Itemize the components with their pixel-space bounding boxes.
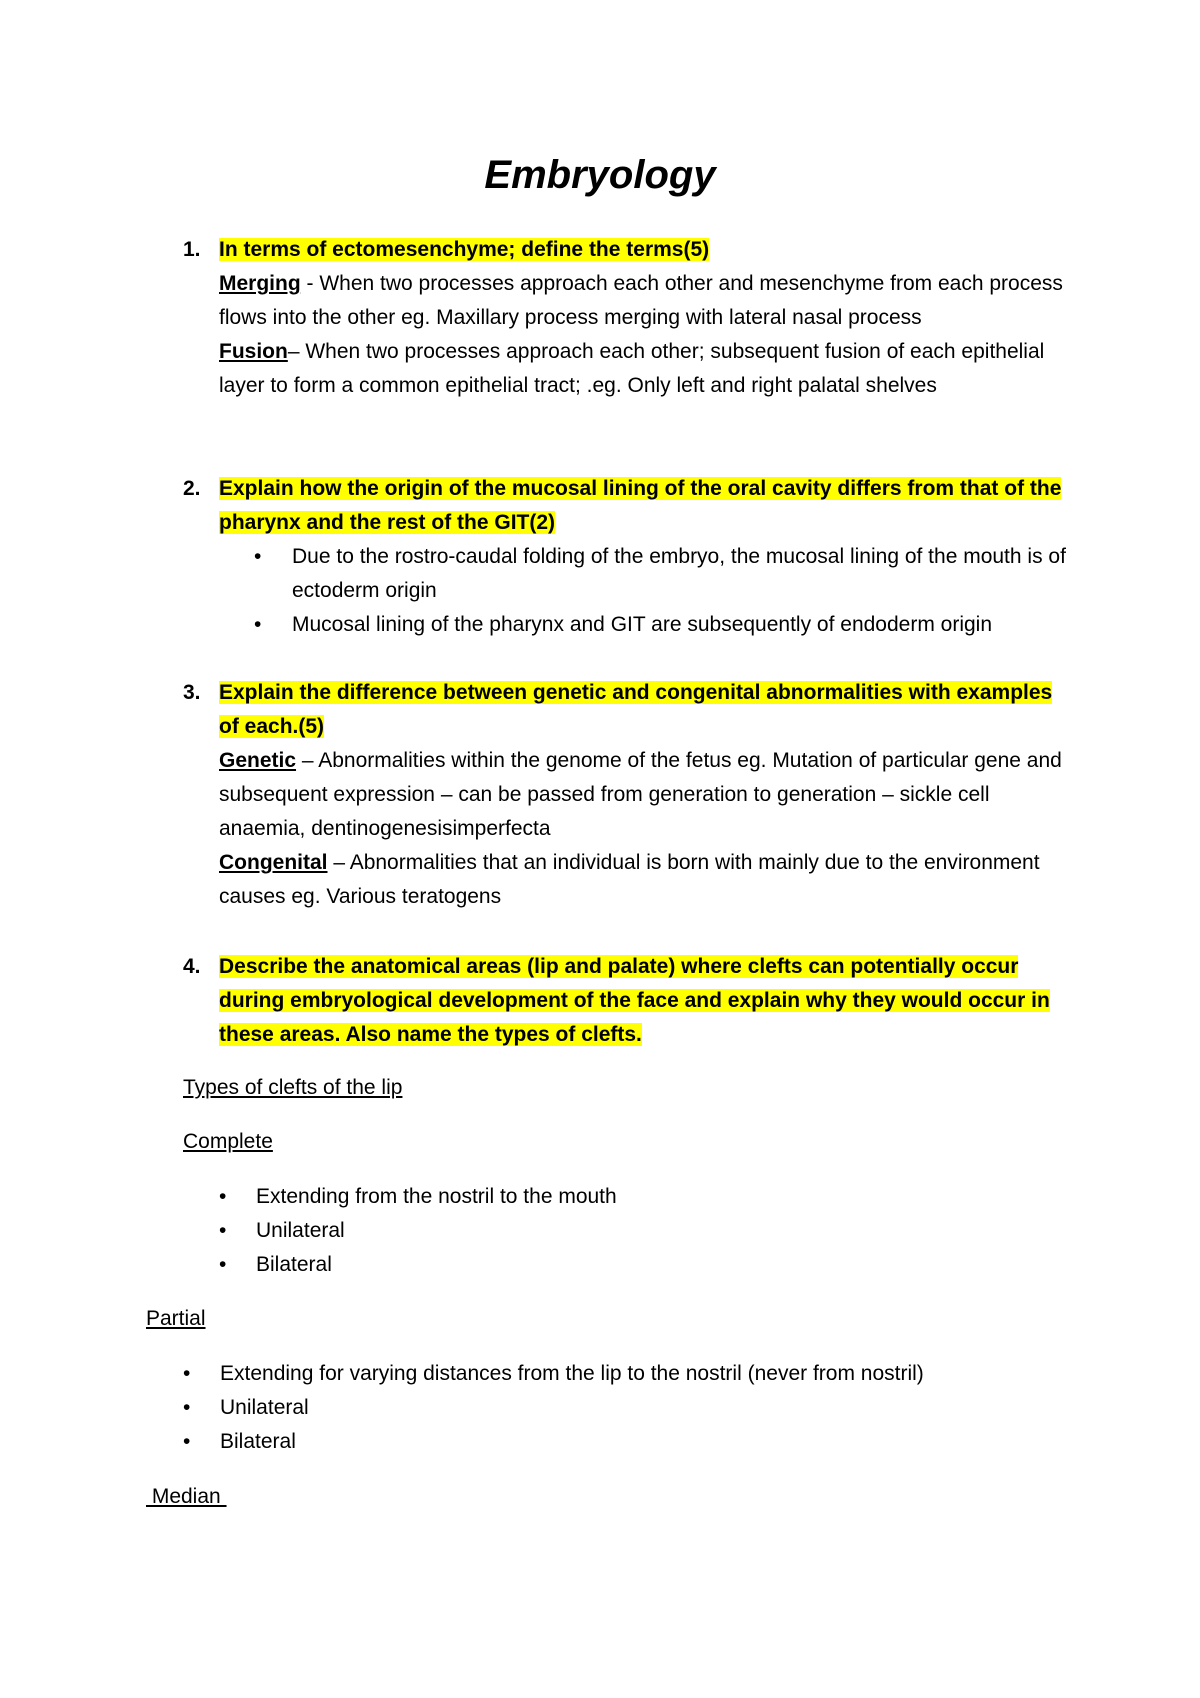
definition-fusion: – When two processes approach each other; subsequent fusion of each epithelial layer to form a common epithelial tract; .eg. Only left and right palatal shelves (219, 340, 1045, 397)
subheading-partial: Partial (146, 1307, 206, 1330)
list-item: • Extending for varying distances from the lip to the nostril (never from nostril) (183, 1357, 924, 1391)
question-2 (183, 472, 1073, 642)
list-item: • Extending from the nostril to the mouth (219, 1180, 617, 1214)
subheading-median: Median (146, 1485, 227, 1508)
term-genetic: Genetic (219, 749, 297, 772)
list-item: • Unilateral (219, 1214, 617, 1248)
question-number: 1. (183, 238, 201, 261)
question-text: In terms of ectomesenchyme; define the terms(5) (219, 238, 710, 261)
definition-genetic: – Abnormalities within the genome of the fetus eg. Mutation of particular gene and subsequent expression – can be passed from generation to generation – sickle cell anaemia, dentinogenesisimperfecta (219, 749, 1062, 840)
question-4 (183, 950, 1073, 1052)
question-number: 3. (183, 681, 201, 704)
bullet-icon: • (254, 545, 262, 568)
list-item: • Bilateral (219, 1248, 617, 1282)
definition-merging: - When two processes approach each other and mesenchyme from each process flows into the other eg. Maxillary process merging with lateral nasal process (219, 272, 1063, 329)
bullet-icon: • (183, 1362, 191, 1385)
term-fusion: Fusion (219, 340, 288, 363)
list-item: • Bilateral (183, 1425, 924, 1459)
bullet-icon: • (219, 1219, 227, 1242)
list-item: • Unilateral (183, 1391, 924, 1425)
term-congenital: Congenital (219, 851, 328, 874)
question-text: Explain how the origin of the mucosal lining of the oral cavity differs from that of the pharynx and the rest of the GIT(2) (219, 477, 1062, 534)
bullet-icon: • (183, 1396, 191, 1419)
question-number: 4. (183, 955, 201, 978)
question-3 (183, 676, 1073, 914)
question-text: Describe the anatomical areas (lip and palate) where clefts can potentially occur during embryological development of the face and explain why they would occur in these areas. Also name the types of clefts. (219, 955, 1050, 1046)
bullet-icon: • (254, 613, 262, 636)
answer-paragraph-congenital (219, 846, 1073, 914)
list-complete (219, 1180, 617, 1282)
term-merging: Merging (219, 272, 301, 295)
answer-paragraph-genetic (219, 744, 1073, 846)
subheading-complete: Complete (183, 1130, 273, 1153)
question-text: Explain the difference between genetic and congenital abnormalities with examples of each.(5) (219, 681, 1053, 738)
answer-paragraph-merging (219, 267, 1073, 335)
bullet-icon: • (183, 1430, 191, 1453)
list-item: • Due to the rostro-caudal folding of the embryo, the mucosal lining of the mouth is of ectoderm origin (219, 540, 1073, 608)
question-number: 2. (183, 477, 201, 500)
list-partial (183, 1357, 924, 1459)
bullet-icon: • (219, 1253, 227, 1276)
answer-paragraph-fusion (219, 335, 1073, 403)
section-heading-cleft-types: Types of clefts of the lip (183, 1076, 403, 1099)
page-title: Embryology (484, 153, 716, 197)
list-item: • Mucosal lining of the pharynx and GIT are subsequently of endoderm origin (219, 608, 1073, 642)
definition-congenital: – Abnormalities that an individual is born with mainly due to the environment causes eg. Various teratogens (219, 851, 1040, 908)
question-1 (183, 233, 1073, 403)
bullet-icon: • (219, 1185, 227, 1208)
